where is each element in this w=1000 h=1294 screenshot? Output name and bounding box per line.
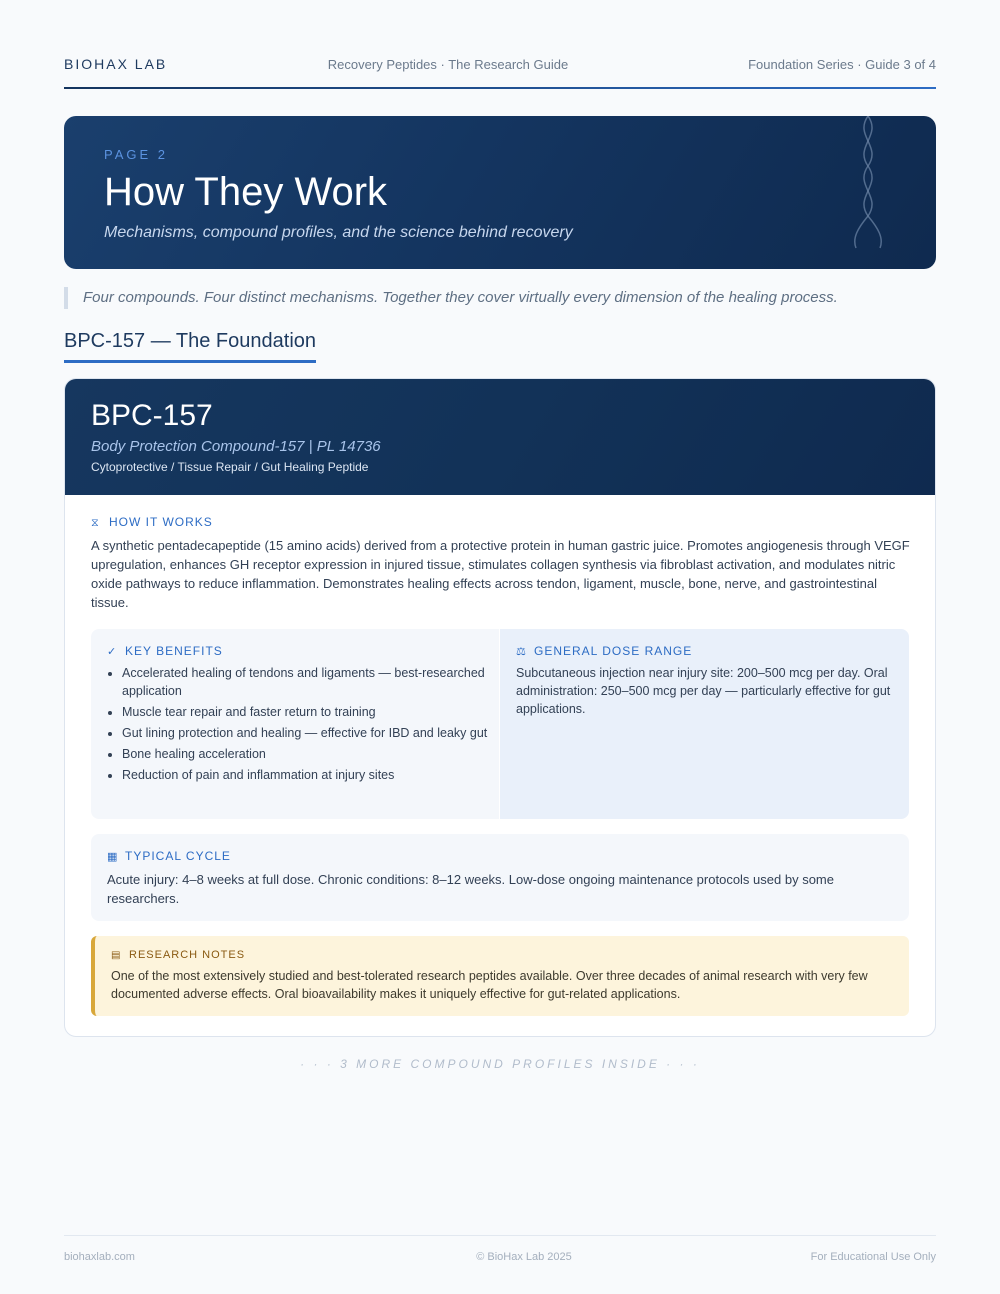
research-notes-panel [91,936,909,1016]
key-benefits-heading [107,644,223,658]
header-divider [64,87,936,89]
compound-card-header [65,379,935,495]
guide-title: Recovery Peptides · The Research Guide [327,57,569,72]
compound-name: BPC-157 [91,399,213,432]
list-item: • Gut lining protection and healing — effective for IBD and leaky gut [122,724,492,742]
series-info: Foundation Series · Guide 3 of 4 [748,57,936,72]
footer-divider [64,1235,936,1236]
intro-quote-text: Four compounds. Four distinct mechanisms. Together they cover virtually every dimension of the healing process. [83,289,838,306]
key-benefits-label: KEY BENEFITS [125,644,223,658]
list-item: • Reduction of pain and inflammation at injury sites [122,766,492,784]
how-it-works-heading [91,515,213,530]
section-title: BPC-157 — The Foundation [64,330,316,363]
key-benefits-panel [91,629,499,819]
typical-cycle-heading [107,849,231,863]
dose-range-text: Subcutaneous injection near injury site: 200–500 mcg per day. Oral administration: 250–500 mcg per day — particularly effective for gut applications. [516,666,891,716]
benefits-list [107,664,492,787]
footer-disclaimer: For Educational Use Only [810,1251,936,1263]
helix-decoration-icon [848,116,888,251]
scale-icon: ⚖ [516,646,527,658]
compound-card [64,378,936,1037]
compound-classification: Cytoprotective / Tissue Repair / Gut Healing Peptide [91,460,369,474]
typical-cycle-panel [91,834,909,921]
page-number: PAGE 2 [104,147,169,162]
dose-range-heading [516,644,692,658]
calendar-icon: ▦ [107,851,119,863]
footer-website: biohaxlab.com [64,1251,135,1263]
list-item: • Muscle tear repair and faster return to training [122,703,492,721]
top-bar [64,56,936,76]
research-notes-text: One of the most extensively studied and best-tolerated research peptides available. Over three decades of animal research with very few documented adverse effects. Oral bioavailability makes it uniquely effective for gut-related applications. [111,969,868,1001]
research-notes-heading [111,949,245,961]
notebook-icon: ▤ [111,950,122,961]
more-profiles-teaser: · · · 3 MORE COMPOUND PROFILES INSIDE · · · [300,1057,700,1071]
how-it-works-label: HOW IT WORKS [109,515,213,529]
list-item: • Accelerated healing of tendons and ligaments — best-researched application [122,664,492,700]
page-subtitle: Mechanisms, compound profiles, and the science behind recovery [104,224,573,241]
research-notes-label: RESEARCH NOTES [129,949,246,961]
typical-cycle-label: TYPICAL CYCLE [125,849,231,863]
brand-name: BIOHAX LAB [64,56,168,72]
footer-copyright: © BioHax Lab 2025 [476,1251,572,1263]
compound-full-name: Body Protection Compound-157 | PL 14736 [91,438,381,455]
how-it-works-text: A synthetic pentadecapeptide (15 amino acids) derived from a protective protein in human gastric juice. Promotes angiogenesis through VEGF upregulation, enhances GH receptor expression in injured tissue, stimulates collagen synthesis via fibroblast activation, and modulates nitric oxide pathways to reduce inflammation. Demonstrates healing effects across tendon, ligament, muscle, bone, nerve, and gastrointestinal tissue. [91,538,910,610]
dose-range-panel [500,629,909,819]
check-icon: ✓ [107,646,118,658]
list-item: • Bone healing acceleration [122,745,492,763]
dose-range-label: GENERAL DOSE RANGE [534,644,693,658]
typical-cycle-text: Acute injury: 4–8 weeks at full dose. Chronic conditions: 8–12 weeks. Low-dose ongoing maintenance protocols used by some researchers. [107,872,834,906]
dna-icon: ⧖ [91,517,100,529]
intro-quote [64,287,940,309]
page-title: How They Work [104,170,388,214]
hero-banner [64,116,936,269]
